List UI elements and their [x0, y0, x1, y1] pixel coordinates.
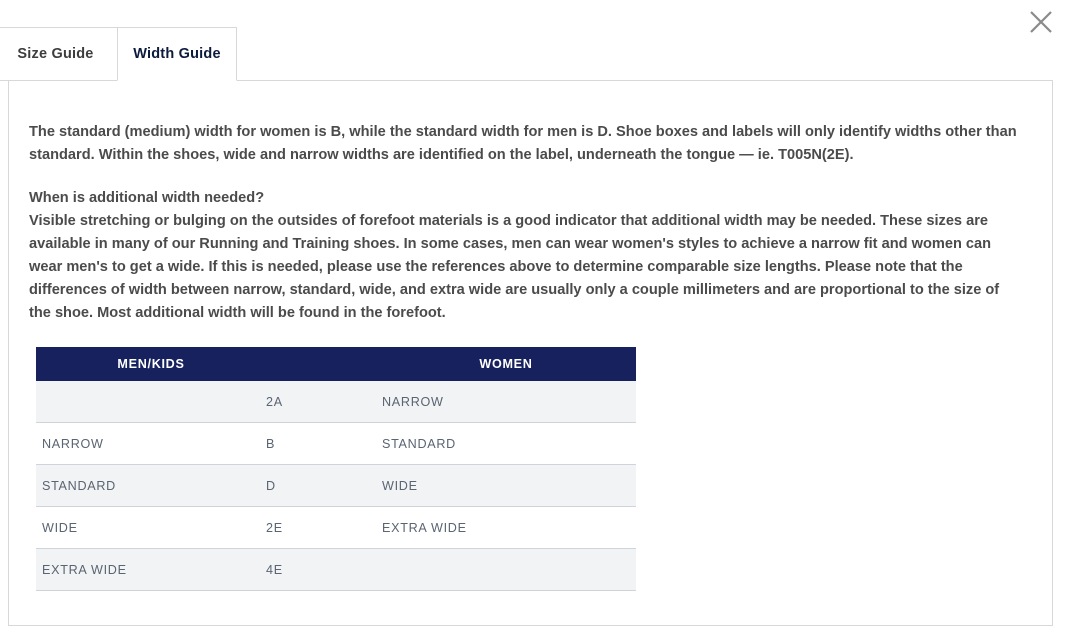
cell-men: EXTRA WIDE	[36, 549, 266, 591]
table-row	[36, 465, 636, 507]
table-row	[36, 381, 636, 423]
tab-size-guide[interactable]	[0, 27, 118, 81]
cell-men: STANDARD	[36, 465, 266, 507]
tab-width-guide-label: Width Guide	[133, 46, 221, 62]
table-row	[36, 507, 636, 549]
width-table-body	[36, 381, 636, 591]
cell-code: 2A	[266, 381, 376, 423]
header-code	[266, 347, 376, 381]
intro-paragraph: The standard (medium) width for women is B, while the standard width for men is D. Shoe boxes and labels will only identify widths other than standard. Within the shoes, wide and narrow widths are identified on the label, underneath the tongue — ie. T005N(2E).	[29, 124, 1017, 164]
cell-men: WIDE	[36, 507, 266, 549]
cell-men: NARROW	[36, 423, 266, 465]
body-paragraph: Visible stretching or bulging on the outsides of forefoot materials is a good indicator that additional width may be needed. These sizes are available in many of our Running and Training shoes. In some cases, men can wear women's styles to achieve a narrow fit and women can wear men's to get a wide. If this is needed, please use the references above to determine comparable size lengths. Please note that the differences of width between narrow, standard, wide, and extra wide are usually only a couple millimeters and are proportional to the size of the shoe. Most additional width will be found in the forefoot.	[29, 213, 1000, 322]
width-guide-panel	[8, 80, 1053, 626]
cell-code: D	[266, 465, 376, 507]
cell-women: EXTRA WIDE	[376, 507, 636, 549]
tab-bar	[0, 27, 237, 81]
header-men-kids: MEN/KIDS	[36, 347, 266, 381]
tab-size-guide-label: Size Guide	[17, 46, 94, 62]
question-heading: When is additional width needed?	[29, 190, 265, 207]
cell-women	[376, 549, 636, 591]
tab-width-guide[interactable]	[117, 27, 237, 81]
cell-men	[36, 381, 266, 423]
cell-women: NARROW	[376, 381, 636, 423]
panel-content	[9, 81, 1052, 591]
cell-women: STANDARD	[376, 423, 636, 465]
table-row	[36, 423, 636, 465]
header-women: WOMEN	[376, 347, 636, 381]
cell-code: 2E	[266, 507, 376, 549]
table-row	[36, 549, 636, 591]
close-icon	[1021, 2, 1061, 42]
width-table-head	[36, 347, 636, 381]
width-table	[36, 347, 636, 591]
cell-women: WIDE	[376, 465, 636, 507]
close-button[interactable]	[1021, 2, 1061, 42]
cell-code: 4E	[266, 549, 376, 591]
table-header-row	[36, 347, 636, 381]
cell-code: B	[266, 423, 376, 465]
